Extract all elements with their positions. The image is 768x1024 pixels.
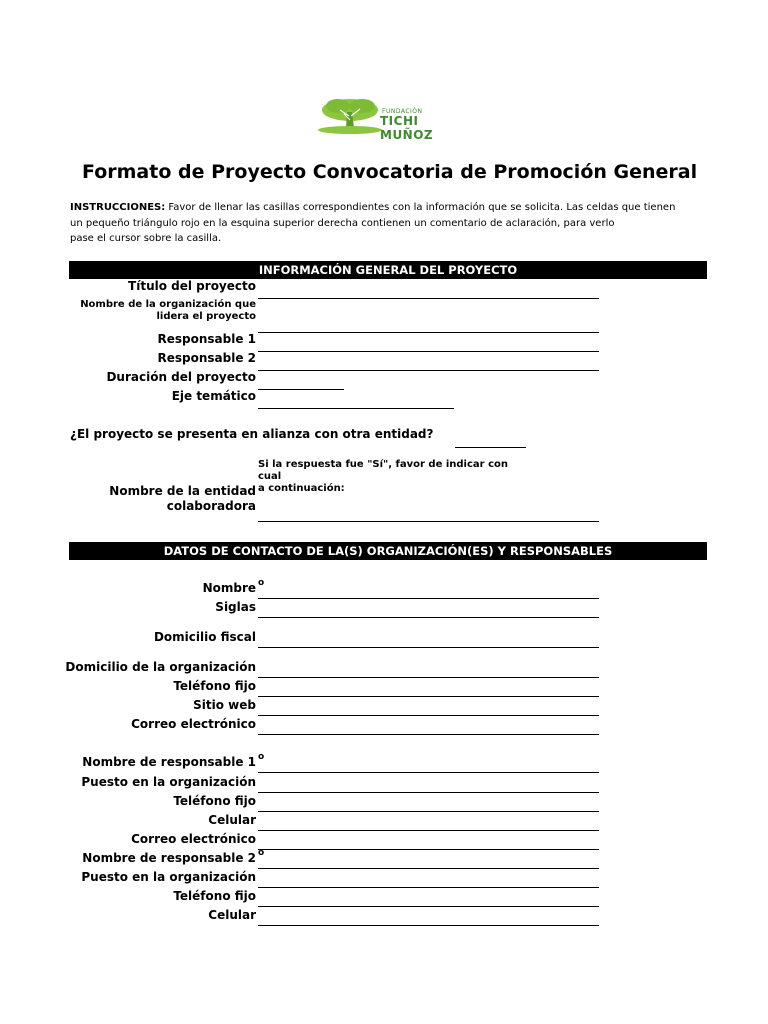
label-responsable-2: Responsable 2 bbox=[157, 351, 256, 365]
label-nombre: Nombre bbox=[202, 581, 256, 595]
label-puesto-1: Puesto en la organización bbox=[81, 775, 256, 789]
field-domicilio-fiscal[interactable] bbox=[258, 647, 599, 648]
note-alianza-line-1: Si la respuesta fue "Sí", favor de indicar con cual bbox=[258, 459, 508, 482]
label-titulo: Título del proyecto bbox=[128, 279, 256, 293]
question-alianza: ¿El proyecto se presenta en alianza con otra entidad? bbox=[70, 427, 434, 441]
field-telefono-fijo[interactable] bbox=[258, 696, 599, 697]
label-entidad bbox=[109, 484, 256, 514]
label-telefono-fijo-2: Teléfono fijo bbox=[173, 889, 256, 903]
field-nombre-responsable-1[interactable] bbox=[258, 772, 599, 773]
logo-foundation-label: FUNDACIÓN bbox=[382, 108, 423, 115]
field-alianza[interactable] bbox=[455, 447, 526, 448]
field-telefono-fijo-1[interactable] bbox=[258, 811, 599, 812]
field-telefono-fijo-2[interactable] bbox=[258, 906, 599, 907]
field-celular-2[interactable] bbox=[258, 925, 599, 926]
field-duracion[interactable] bbox=[258, 389, 344, 390]
field-celular-1[interactable] bbox=[258, 830, 599, 831]
label-correo: Correo electrónico bbox=[131, 717, 256, 731]
instructions-line-2: un pequeño triángulo rojo en la esquina superior derecha contienen un comentario de aclaración, para verlo bbox=[70, 217, 615, 229]
label-correo-1: Correo electrónico bbox=[131, 832, 256, 846]
field-correo[interactable] bbox=[258, 734, 599, 735]
instructions-line-3: pase el cursor sobre la casilla. bbox=[70, 233, 222, 244]
label-organizacion bbox=[80, 299, 256, 323]
field-siglas[interactable] bbox=[258, 617, 599, 618]
comment-marker: o bbox=[258, 578, 265, 588]
instructions-line-1: Favor de llenar las casillas correspondientes con la información que se solicita. Las celdas que tienen bbox=[165, 202, 676, 213]
field-responsable-1[interactable] bbox=[258, 351, 599, 352]
logo-name: TICHI MUÑOZ bbox=[380, 114, 434, 142]
label-domicilio-fiscal: Domicilio fiscal bbox=[153, 630, 256, 644]
field-responsable-2[interactable] bbox=[258, 370, 599, 371]
label-organizacion-line-1: Nombre de la organización que bbox=[80, 299, 256, 310]
page-title: Formato de Proyecto Convocatoria de Promoción General bbox=[82, 161, 698, 183]
label-siglas: Siglas bbox=[215, 600, 256, 614]
field-organizacion[interactable] bbox=[258, 332, 599, 333]
label-organizacion-line-2: lidera el proyecto bbox=[156, 311, 256, 322]
note-alianza-line-2: a continuación: bbox=[258, 483, 345, 494]
label-telefono-fijo: Teléfono fijo bbox=[173, 679, 256, 693]
foundation-logo bbox=[316, 96, 461, 140]
label-nombre-responsable-1: Nombre de responsable 1 bbox=[82, 755, 256, 769]
comment-marker: o bbox=[258, 752, 265, 762]
label-entidad-line-2: colaboradora bbox=[166, 499, 256, 513]
field-nombre-responsable-2[interactable] bbox=[258, 868, 599, 869]
label-responsable-1: Responsable 1 bbox=[157, 332, 256, 346]
label-eje: Eje temático bbox=[171, 389, 256, 403]
note-alianza bbox=[258, 459, 528, 495]
instructions-label: INSTRUCCIONES: bbox=[70, 202, 166, 213]
label-puesto-2: Puesto en la organización bbox=[81, 870, 256, 884]
field-titulo[interactable] bbox=[258, 298, 599, 299]
field-puesto-1[interactable] bbox=[258, 792, 599, 793]
section-contact-header-text: DATOS DE CONTACTO DE LA(S) ORGANIZACIÓN(ES) Y RESPONSABLES bbox=[163, 544, 613, 558]
section-contact-header bbox=[69, 542, 707, 560]
label-telefono-fijo-1: Teléfono fijo bbox=[173, 794, 256, 808]
comment-marker: o bbox=[258, 848, 265, 858]
field-puesto-2[interactable] bbox=[258, 887, 599, 888]
label-domicilio-org: Domicilio de la organización bbox=[65, 660, 256, 674]
field-nombre[interactable] bbox=[258, 598, 599, 599]
label-entidad-line-1: Nombre de la entidad bbox=[109, 484, 256, 498]
label-nombre-responsable-2: Nombre de responsable 2 bbox=[82, 851, 256, 865]
field-sitio-web[interactable] bbox=[258, 715, 599, 716]
label-sitio-web: Sitio web bbox=[193, 698, 256, 712]
field-domicilio-org[interactable] bbox=[258, 677, 599, 678]
label-celular-2: Celular bbox=[208, 908, 256, 922]
tree-logo-icon bbox=[316, 96, 386, 140]
field-entidad[interactable] bbox=[258, 521, 599, 522]
instructions bbox=[70, 200, 676, 247]
field-correo-1[interactable] bbox=[258, 849, 599, 850]
field-eje[interactable] bbox=[258, 408, 454, 409]
section-general-info-header: INFORMACIÓN GENERAL DEL PROYECTO bbox=[69, 261, 707, 279]
label-duracion: Duración del proyecto bbox=[106, 370, 256, 384]
label-celular-1: Celular bbox=[208, 813, 256, 827]
